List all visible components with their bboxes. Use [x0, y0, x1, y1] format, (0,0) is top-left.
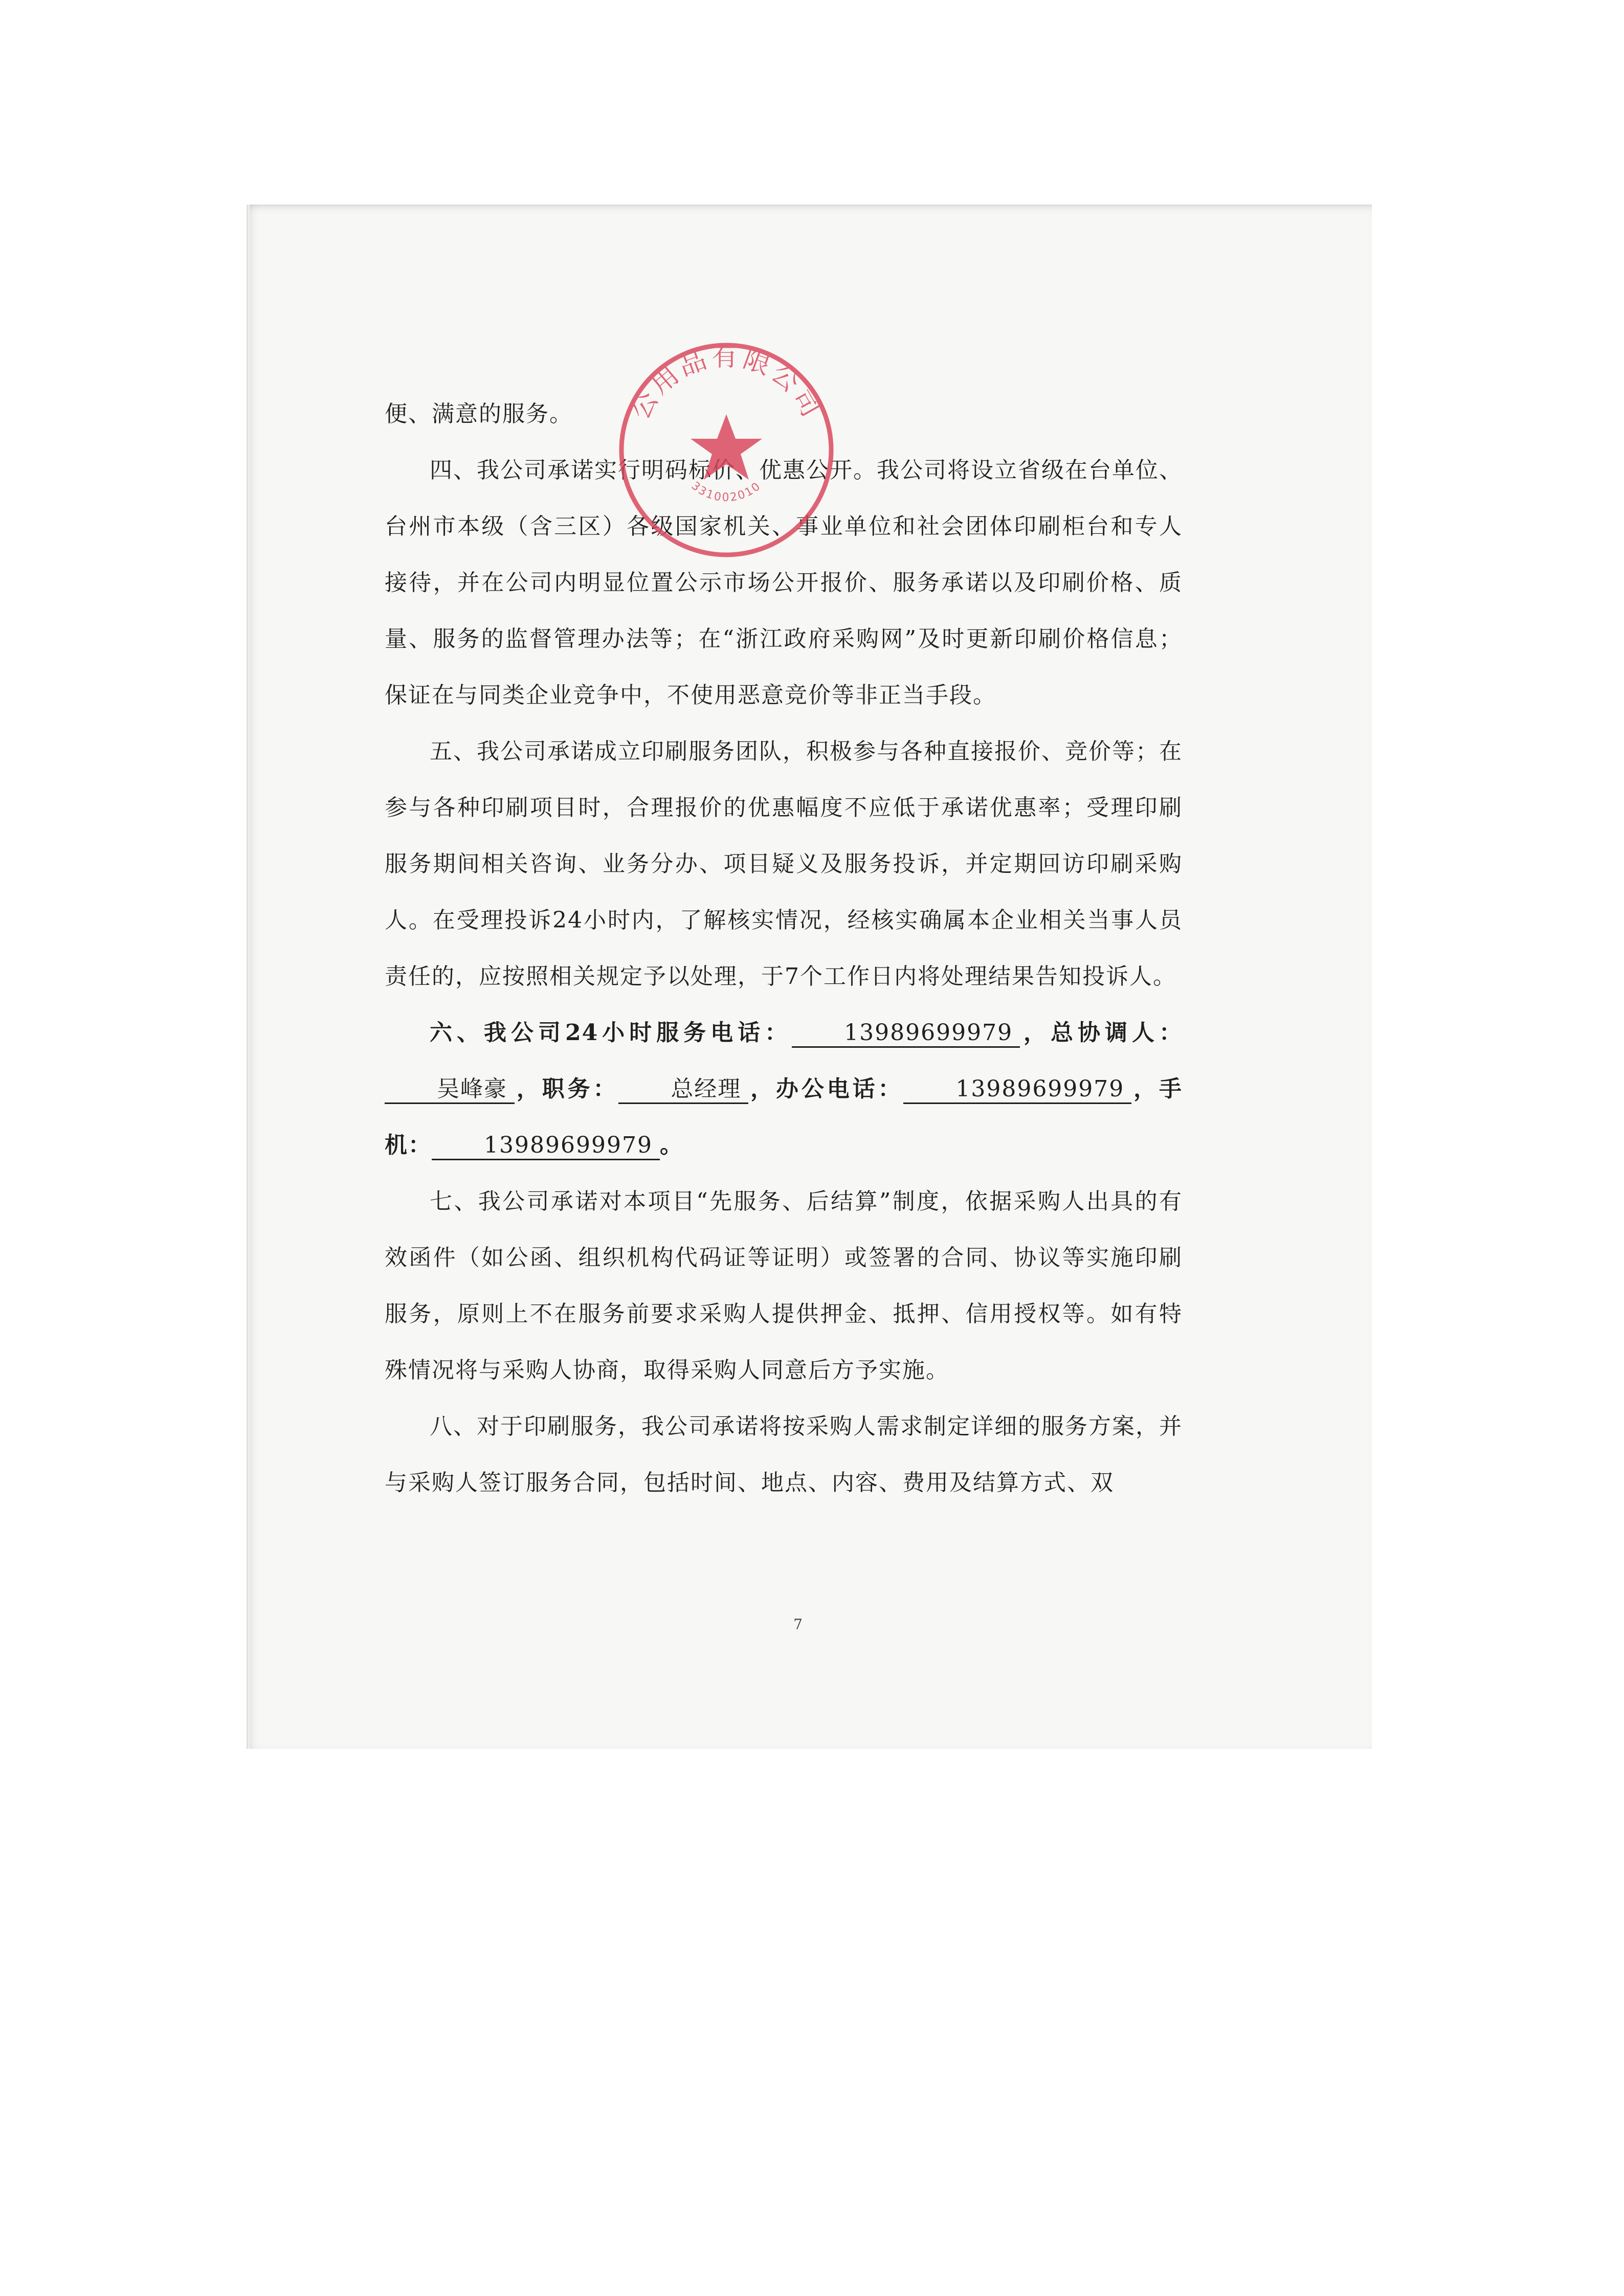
office-phone: 13989699979 [903, 1076, 1131, 1104]
seal-name-path: 公用品有限公司 [625, 342, 828, 425]
paragraph-item-4: 四、我公司承诺实行明码标价、优惠公开。我公司将设立省级在台单位、台州市本级（含三区）各级国家机关、事业单位和社会团体印刷柜台和专人接待，并在公司内明显位置公示市场公开报价、服务承诺以及印刷价格、质量、服务的监督管理办法等；在“浙江政府采购网”及时更新印刷价格信息；保证在与同类企业竞争中，不使用恶意竞价等非正当手段。 [385, 457, 1183, 708]
mobile-label: ，手机： [385, 1076, 1183, 1158]
paragraph-item-6-contacts [385, 1005, 1183, 1174]
company-seal [614, 337, 839, 562]
paragraph-item-5: 五、我公司承诺成立印刷服务团队，积极参与各种直接报价、竞价等；在参与各种印刷项目时，合理报价的优惠幅度不应低于承诺优惠率；受理印刷服务期间相关咨询、业务分办、项目疑义及服务投诉，并定期回访印刷采购人。在受理投诉24小时内，了解核实情况，经核实确属本企业相关当事人员责任的，应按照相关规定予以处理，于7个工作日内将处理结果告知投诉人。 [385, 738, 1183, 989]
office-phone-label: ，办公电话： [748, 1076, 904, 1102]
service-phone: 13989699979 [792, 1020, 1020, 1048]
contact-end: 。 [659, 1132, 683, 1158]
seal-code-path: 331002010 [688, 479, 764, 504]
position-label: ，职务： [515, 1076, 619, 1102]
seal-name-text [625, 342, 828, 424]
seal-code-text [689, 480, 764, 504]
star-icon [691, 414, 762, 480]
paragraph-continuation: 便、满意的服务。 [385, 401, 573, 427]
coordinator-label: ，总协调人： [1020, 1020, 1183, 1046]
page-number: 7 [793, 1616, 803, 1633]
contact-lead: 六、我公司24小时服务电话： [430, 1020, 792, 1046]
position-value: 总经理 [618, 1076, 748, 1104]
mobile-phone: 13989699979 [432, 1132, 660, 1160]
scan-shadow-edge [247, 205, 250, 1749]
paragraph-item-7: 七、我公司承诺对本项目“先服务、后结算”制度，依据采购人出具的有效函件（如公函、组织机构代码证等证明）或签署的合同、协议等实施印刷服务，原则上不在服务前要求采购人提供押金、抵押、信用授权等。如有特殊情况将与采购人协商，取得采购人同意后方予实施。 [385, 1188, 1183, 1383]
coordinator-name: 吴峰豪 [385, 1076, 515, 1104]
paragraph-item-8: 八、对于印刷服务，我公司承诺将按采购人需求制定详细的服务方案，并与采购人签订服务合同，包括时间、地点、内容、费用及结算方式、双 [385, 1413, 1183, 1496]
